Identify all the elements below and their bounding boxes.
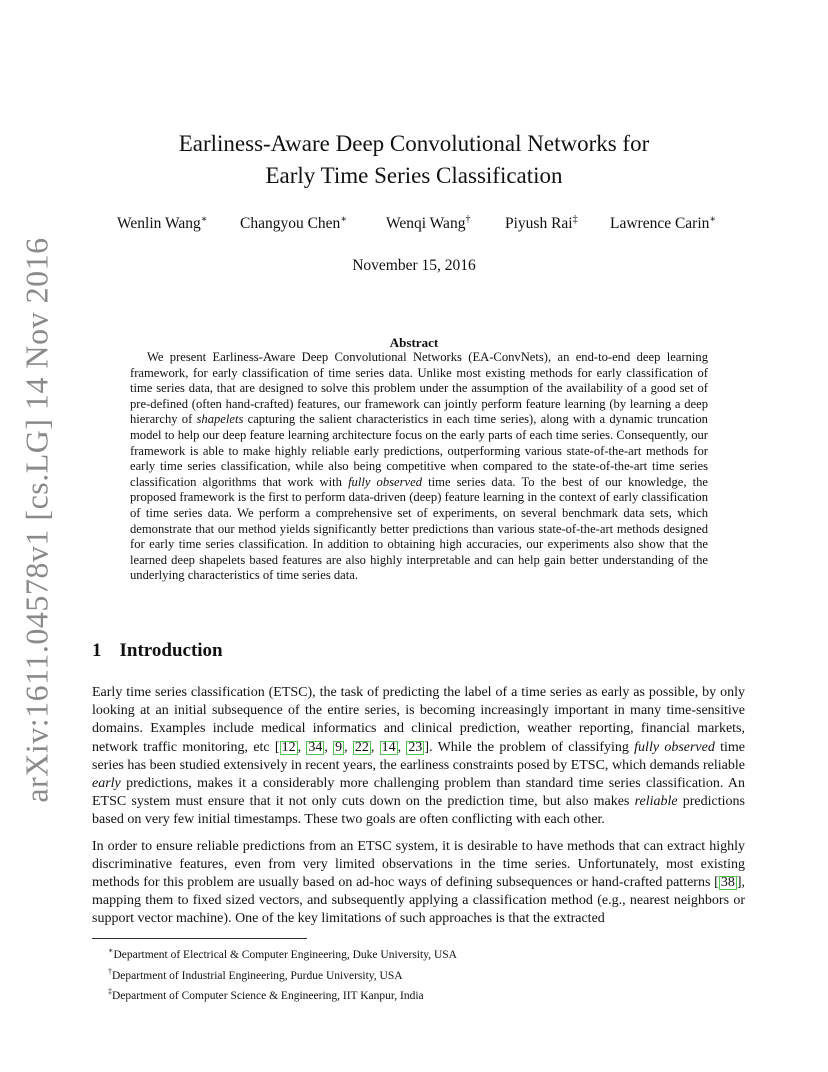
introduction-body [92,684,745,929]
abstract-text: We present Earliness-Aware Deep Convolutional Networks (EA-ConvNets), an end-to-end deep learning framework, for early classification of time series data. Unlike most existing methods for early classification of time series data, that are designed to solve this problem under the assumption of the availability of a good set of pre-defined (often hand-crafted) features, our framework can jointly perform feature learning (by learning a deep hierarchy of shapelets capturing the salient characteristics in each time series), along with a dynamic truncation model to help our deep feature learning architecture focus on the early parts of each time series. Consequently, our framework is able to make highly reliable early predictions, outperforming various state-of-the-art methods for early time series classification, while also being competitive when compared to the state-of-the-art time series classification algorithms that work with fully observed time series data. To the best of our knowledge, the proposed framework is the first to perform data-driven (deep) feature learning in the context of early classification of time series data. We perform a comprehensive set of experiments, on several benchmark data sets, which demonstrate that our method yields significantly better predictions than various state-of-the-art methods designed for early time series classification. In addition to obtaining high accuracies, our experiments also show that the learned deep shapelets based features are also highly interpretable and can help gain better understanding of the underlying characteristics of time series data. [130,350,708,583]
citation-link[interactable]: 34 [308,739,323,755]
author: Wenlin Wang∗ [117,214,208,233]
section-number: 1 [92,640,102,661]
author: Changyou Chen∗ [240,214,348,233]
arxiv-identifier-stamp: arXiv:1611.04578v1 [cs.LG] 14 Nov 2016 [18,237,55,803]
citation-link[interactable]: 38 [720,875,735,891]
author: Wenqi Wang† [386,214,471,233]
citation-link[interactable]: 23 [408,739,423,755]
footnotes [108,943,457,1005]
footnote: ∗Department of Electrical & Computer Engineering, Duke University, USA [108,946,457,961]
citation-link[interactable]: 14 [381,739,396,755]
section-heading [92,640,223,662]
title-line-1: Earliness-Aware Deep Convolutional Networks for [178,131,650,156]
author: Piyush Rai‡ [505,214,578,233]
footnote: †Department of Industrial Engineering, Purdue University, USA [108,966,403,982]
paragraph: Early time series classification (ETSC), the task of predicting the label of a time series as early as possible, by only looking at an initial subsequence of the entire series, is becoming increasingly important in many time-sensitive domains. Examples include medical informatics and clinical prediction, weather reporting, financial markets, network traffic monitoring, etc [ 12 , 34 , 9 , 22 , 14 , 23 ]. While the problem of classifying fully observed time series has been studied extensively in recent years, the earliness constraints posed by ETSC, which demands reliable early predictions, makes it a considerably more challenging problem than standard time series classification. An ETSC system must ensure that it not only cuts down on the prediction time, but also makes reliable predictions based on very few initial timestamps. These two goals are often conflicting with each other. [92,685,746,828]
citation-link[interactable]: 9 [335,739,343,755]
paper-title [0,128,828,192]
title-line-2: Early Time Series Classification [265,163,563,188]
publication-date: November 15, 2016 [352,257,476,274]
footnote: ‡Department of Computer Science & Engineering, IIT Kanpur, India [108,987,424,1003]
author: Lawrence Carin∗ [610,214,717,233]
footnote-divider [92,938,307,939]
abstract-heading: Abstract [389,335,439,350]
citation-link[interactable]: 22 [354,739,369,755]
section-title: Introduction [119,640,223,661]
citation-link[interactable]: 12 [281,739,296,755]
paragraph: In order to ensure reliable predictions from an ETSC system, it is desirable to have methods that can extract highly discriminative features, even from very limited observations in the time series. Unfortunately, most existing methods for this problem are usually based on ad-hoc ways of defining subsequences or hand-crafted patterns [ 38 ], mapping them to fixed sized vectors, and subsequently applying a classification method (e.g., nearest neighbors or support vector machine). One of the key limitations of such approaches is that the extracted [92,838,745,927]
